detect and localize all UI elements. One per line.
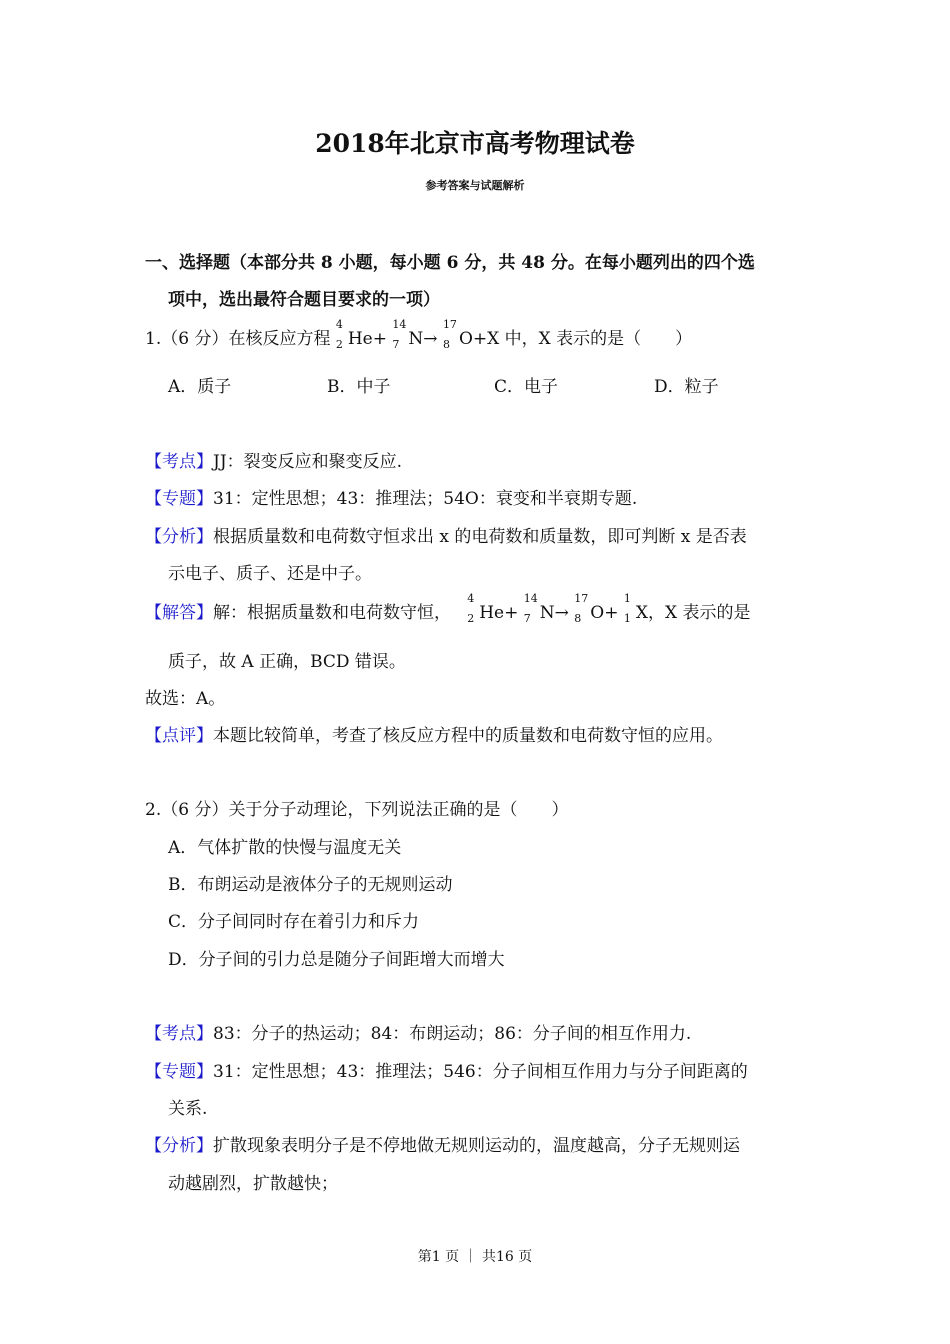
q1-dianping: 【点评】本题比较简单，考查了核反应方程中的质量数和电荷数守恒的应用。: [145, 726, 723, 746]
page-footer: 第1 页 ｜ 共16 页: [417, 1249, 533, 1265]
q2-option-d: D．分子间的引力总是随分子间距增大而增大: [168, 950, 505, 970]
q1-stem: 1.（6 分）在核反应方程 4 2 He+ 14 7 N→ 17 8 O+X 中，X 表示的是（ ）: [145, 318, 693, 351]
q2-kaodian: 【考点】83：分子的热运动；84：布朗运动；86：分子间的相互作用力.: [145, 1024, 692, 1044]
q1-zhuanti: 【专题】31：定性思想；43：推理法；54O：衰变和半衰期专题.: [145, 489, 638, 509]
q2-option-c: C．分子间同时存在着引力和斥力: [168, 912, 420, 932]
page-subtitle: 参考答案与试题解析: [425, 179, 525, 192]
q1-stem-text: 1.（6 分）在核反应方程: [145, 329, 331, 349]
q1-option-a: A．质子: [168, 377, 232, 397]
q1-option-d: D．粒子: [654, 377, 719, 397]
q1-option-c: C．电子: [494, 377, 559, 397]
q1-jieda: 【解答】解：根据质量数和电荷数守恒， 4 2 He+ 14 7 N→ 17 8 O+ 1 1 X，X 表示的是: [145, 592, 751, 625]
section-heading-cont: 项中，选出最符合题目要求的一项）: [168, 290, 440, 310]
q2-fenxi-cont: 动越剧烈，扩散越快；: [168, 1174, 338, 1194]
nuclide: 17 8: [442, 318, 457, 351]
nuclide: 4 2: [335, 318, 343, 351]
q2-zhuanti-cont: 关系.: [168, 1099, 208, 1119]
q2-option-a: A．气体扩散的快慢与温度无关: [168, 838, 402, 858]
q1-option-b: B．中子: [327, 377, 391, 397]
q1-answer: 故选：A。: [145, 689, 226, 709]
q1-fenxi: 【分析】根据质量数和电荷数守恒求出 x 的电荷数和质量数，即可判断 x 是否表: [145, 527, 747, 547]
q1-kaodian: 【考点】JJ：裂变反应和聚变反应.: [145, 452, 403, 472]
section-heading: 一、选择题（本部分共 8 小题，每小题 6 分，共 48 分。在每小题列出的四个选: [145, 253, 755, 273]
nuclide: 17 8: [574, 592, 589, 625]
nuclide: 14 7: [392, 318, 407, 351]
q2-fenxi: 【分析】扩散现象表明分子是不停地做无规则运动的，温度越高，分子无规则运: [145, 1136, 740, 1156]
nuclide: 4 2: [467, 592, 475, 625]
q1-fenxi-cont: 示电子、质子、还是中子。: [168, 564, 372, 584]
nuclide: 1 1: [623, 592, 631, 625]
q2-stem: 2.（6 分）关于分子动理论，下列说法正确的是（ ）: [145, 800, 569, 820]
page-title: 2018年北京市高考物理试卷: [315, 129, 635, 158]
q2-zhuanti: 【专题】31：定性思想；43：推理法；546：分子间相互作用力与分子间距离的: [145, 1062, 748, 1082]
nuclide: 14 7: [523, 592, 538, 625]
q1-jieda-cont: 质子，故 A 正确，BCD 错误。: [168, 652, 406, 672]
q2-option-b: B．布朗运动是液体分子的无规则运动: [168, 875, 453, 895]
